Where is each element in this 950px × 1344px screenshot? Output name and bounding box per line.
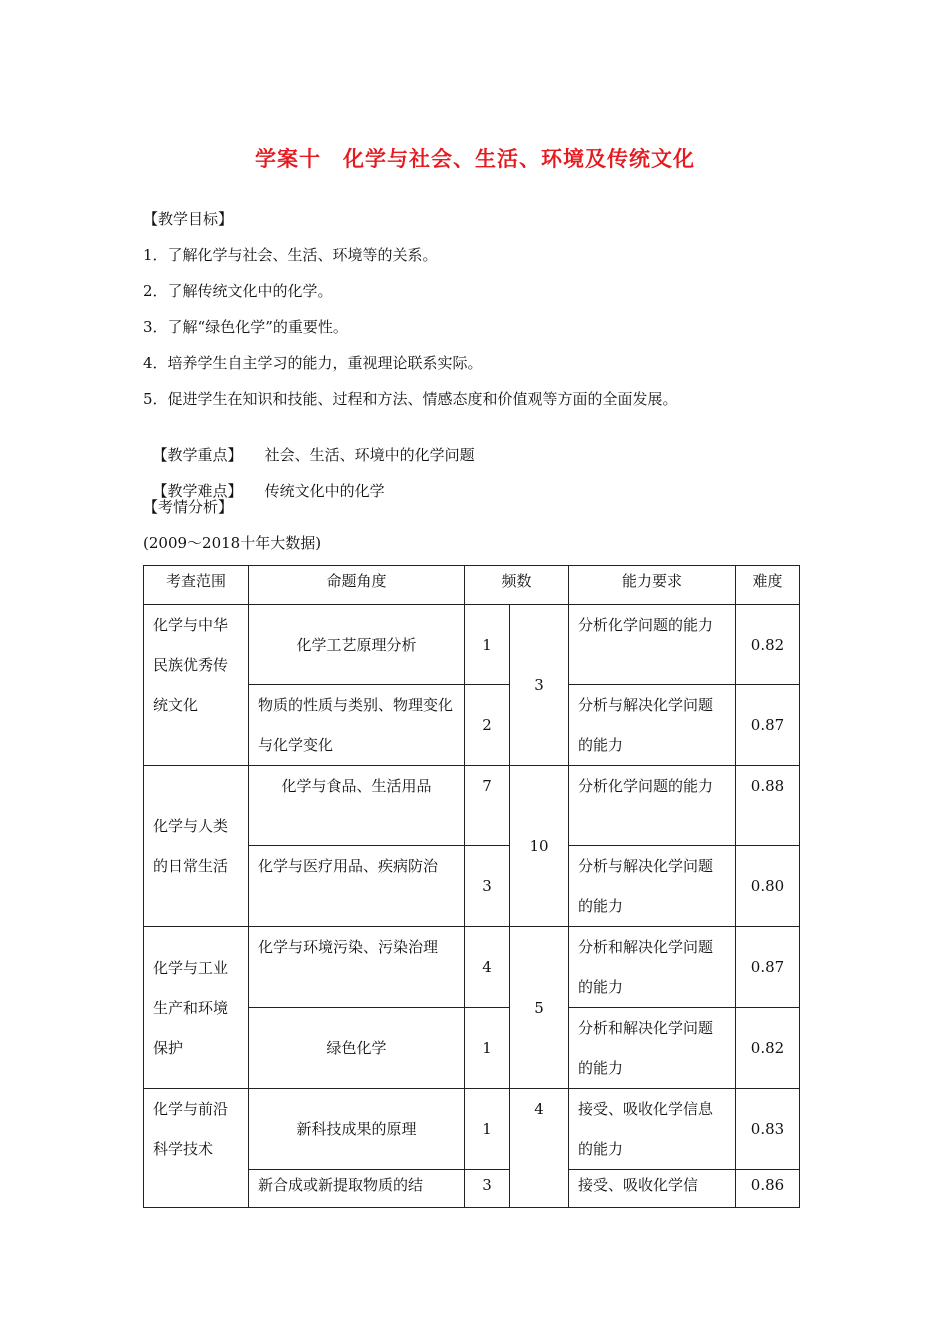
ability-cell: [569, 846, 736, 927]
freq-cell: 4: [465, 927, 510, 1008]
header-scope: 考查范围: [144, 566, 249, 605]
exam-analysis-table: [143, 565, 800, 1208]
angle-text: 新科技成果的原理: [296, 1120, 417, 1138]
total-cell: 4: [510, 1089, 569, 1208]
freq-cell: 3: [465, 846, 510, 927]
table-row: [144, 927, 800, 1008]
goal-item-3: 3．了解“绿色化学”的重要性。: [143, 318, 348, 336]
difficulty-cell: 0.82: [736, 1008, 800, 1089]
key-point-label: 【教学重点】: [152, 446, 243, 464]
freq-cell: 1: [465, 1089, 510, 1170]
difficulty-point-label: 【教学难点】: [152, 482, 243, 500]
angle-text: 绿色化学: [326, 1039, 387, 1057]
goal-item-4: 4．培养学生自主学习的能力，重视理论联系实际。: [143, 354, 483, 372]
difficulty-cell: 0.88: [736, 766, 800, 846]
ability-text: 分析与解决化学问题的能力: [578, 696, 714, 754]
goals-heading: 【教学目标】: [143, 210, 234, 228]
angle-text: 化学工艺原理分析: [296, 635, 417, 654]
ability-text: 分析和解决化学问题的能力: [578, 1019, 714, 1077]
header-difficulty: 难度: [736, 566, 800, 605]
angle-cell: [249, 685, 465, 766]
angle-text: 化学与医疗用品、疾病防治: [258, 857, 439, 875]
difficulty-cell: 0.86: [736, 1170, 800, 1208]
ability-cell: [569, 1089, 736, 1170]
scope-text: 化学与工业生产和环境保护: [153, 958, 229, 1057]
goal-item-5: 5．促进学生在知识和技能、过程和方法、情感态度和价值观等方面的全面发展。: [143, 390, 678, 408]
table-header-row: [144, 566, 800, 605]
freq-cell: 1: [465, 605, 510, 685]
page-title: 学案十 化学与社会、生活、环境及传统文化: [255, 147, 695, 171]
ability-text: 接受、吸收化学信息的能力: [578, 1100, 714, 1158]
difficulty-point-text: 传统文化中的化学: [264, 482, 385, 500]
ability-text: 分析化学问题的能力: [578, 777, 714, 795]
freq-cell: 2: [465, 685, 510, 766]
total-cell: 3: [510, 605, 569, 766]
difficulty-point: [143, 461, 385, 501]
angle-text: 化学与环境污染、污染治理: [258, 938, 439, 956]
ability-cell: [569, 927, 736, 1008]
analysis-heading: 【考情分析】: [143, 498, 234, 516]
table-row: [144, 605, 800, 685]
difficulty-cell: 0.80: [736, 846, 800, 927]
key-point-text: 社会、生活、环境中的化学问题: [264, 446, 475, 464]
table-row: [144, 1089, 800, 1170]
angle-cell: [249, 927, 465, 1008]
scope-cell: [144, 1089, 249, 1208]
scope-text: 化学与中华民族优秀传统文化: [153, 616, 229, 714]
freq-cell: 1: [465, 1008, 510, 1089]
ability-text: 分析和解决化学问题的能力: [578, 938, 714, 996]
difficulty-cell: 0.83: [736, 1089, 800, 1170]
angle-cell: [249, 1008, 465, 1089]
table-row: [144, 766, 800, 846]
angle-cell: [249, 605, 465, 685]
ability-cell: [569, 1170, 736, 1208]
ability-text: 分析化学问题的能力: [578, 616, 714, 634]
scope-text: 化学与前沿科学技术: [153, 1100, 229, 1158]
difficulty-cell: 0.82: [736, 605, 800, 685]
goal-item-2: 2．了解传统文化中的化学。: [143, 282, 333, 300]
angle-cell: [249, 846, 465, 927]
ability-text: 分析与解决化学问题的能力: [578, 857, 714, 915]
analysis-note: (2009～2018十年大数据): [143, 534, 322, 552]
angle-cell: [249, 766, 465, 846]
scope-text: 化学与人类的日常生活: [153, 817, 229, 875]
header-ability: 能力要求: [569, 566, 736, 605]
ability-cell: [569, 605, 736, 685]
ability-cell: [569, 766, 736, 846]
angle-text: 物质的性质与类别、物理变化与化学变化: [258, 696, 454, 754]
angle-cell: [249, 1170, 465, 1208]
difficulty-cell: 0.87: [736, 927, 800, 1008]
freq-cell: 7: [465, 766, 510, 846]
ability-cell: [569, 1008, 736, 1089]
freq-cell: 3: [465, 1170, 510, 1208]
goal-item-1: 1．了解化学与社会、生活、环境等的关系。: [143, 246, 438, 264]
ability-cell: [569, 685, 736, 766]
total-cell: 10: [510, 766, 569, 927]
angle-text: 新合成或新提取物质的结: [258, 1176, 424, 1194]
scope-cell: [144, 927, 249, 1089]
total-cell: 5: [510, 927, 569, 1089]
header-frequency: 频数: [465, 566, 569, 605]
scope-cell: [144, 766, 249, 927]
difficulty-cell: 0.87: [736, 685, 800, 766]
angle-cell: [249, 1089, 465, 1170]
ability-text: 接受、吸收化学信: [578, 1176, 699, 1194]
header-angle: 命题角度: [249, 566, 465, 605]
key-point: [143, 425, 475, 465]
scope-cell: [144, 605, 249, 766]
angle-text: 化学与食品、生活用品: [281, 777, 432, 795]
